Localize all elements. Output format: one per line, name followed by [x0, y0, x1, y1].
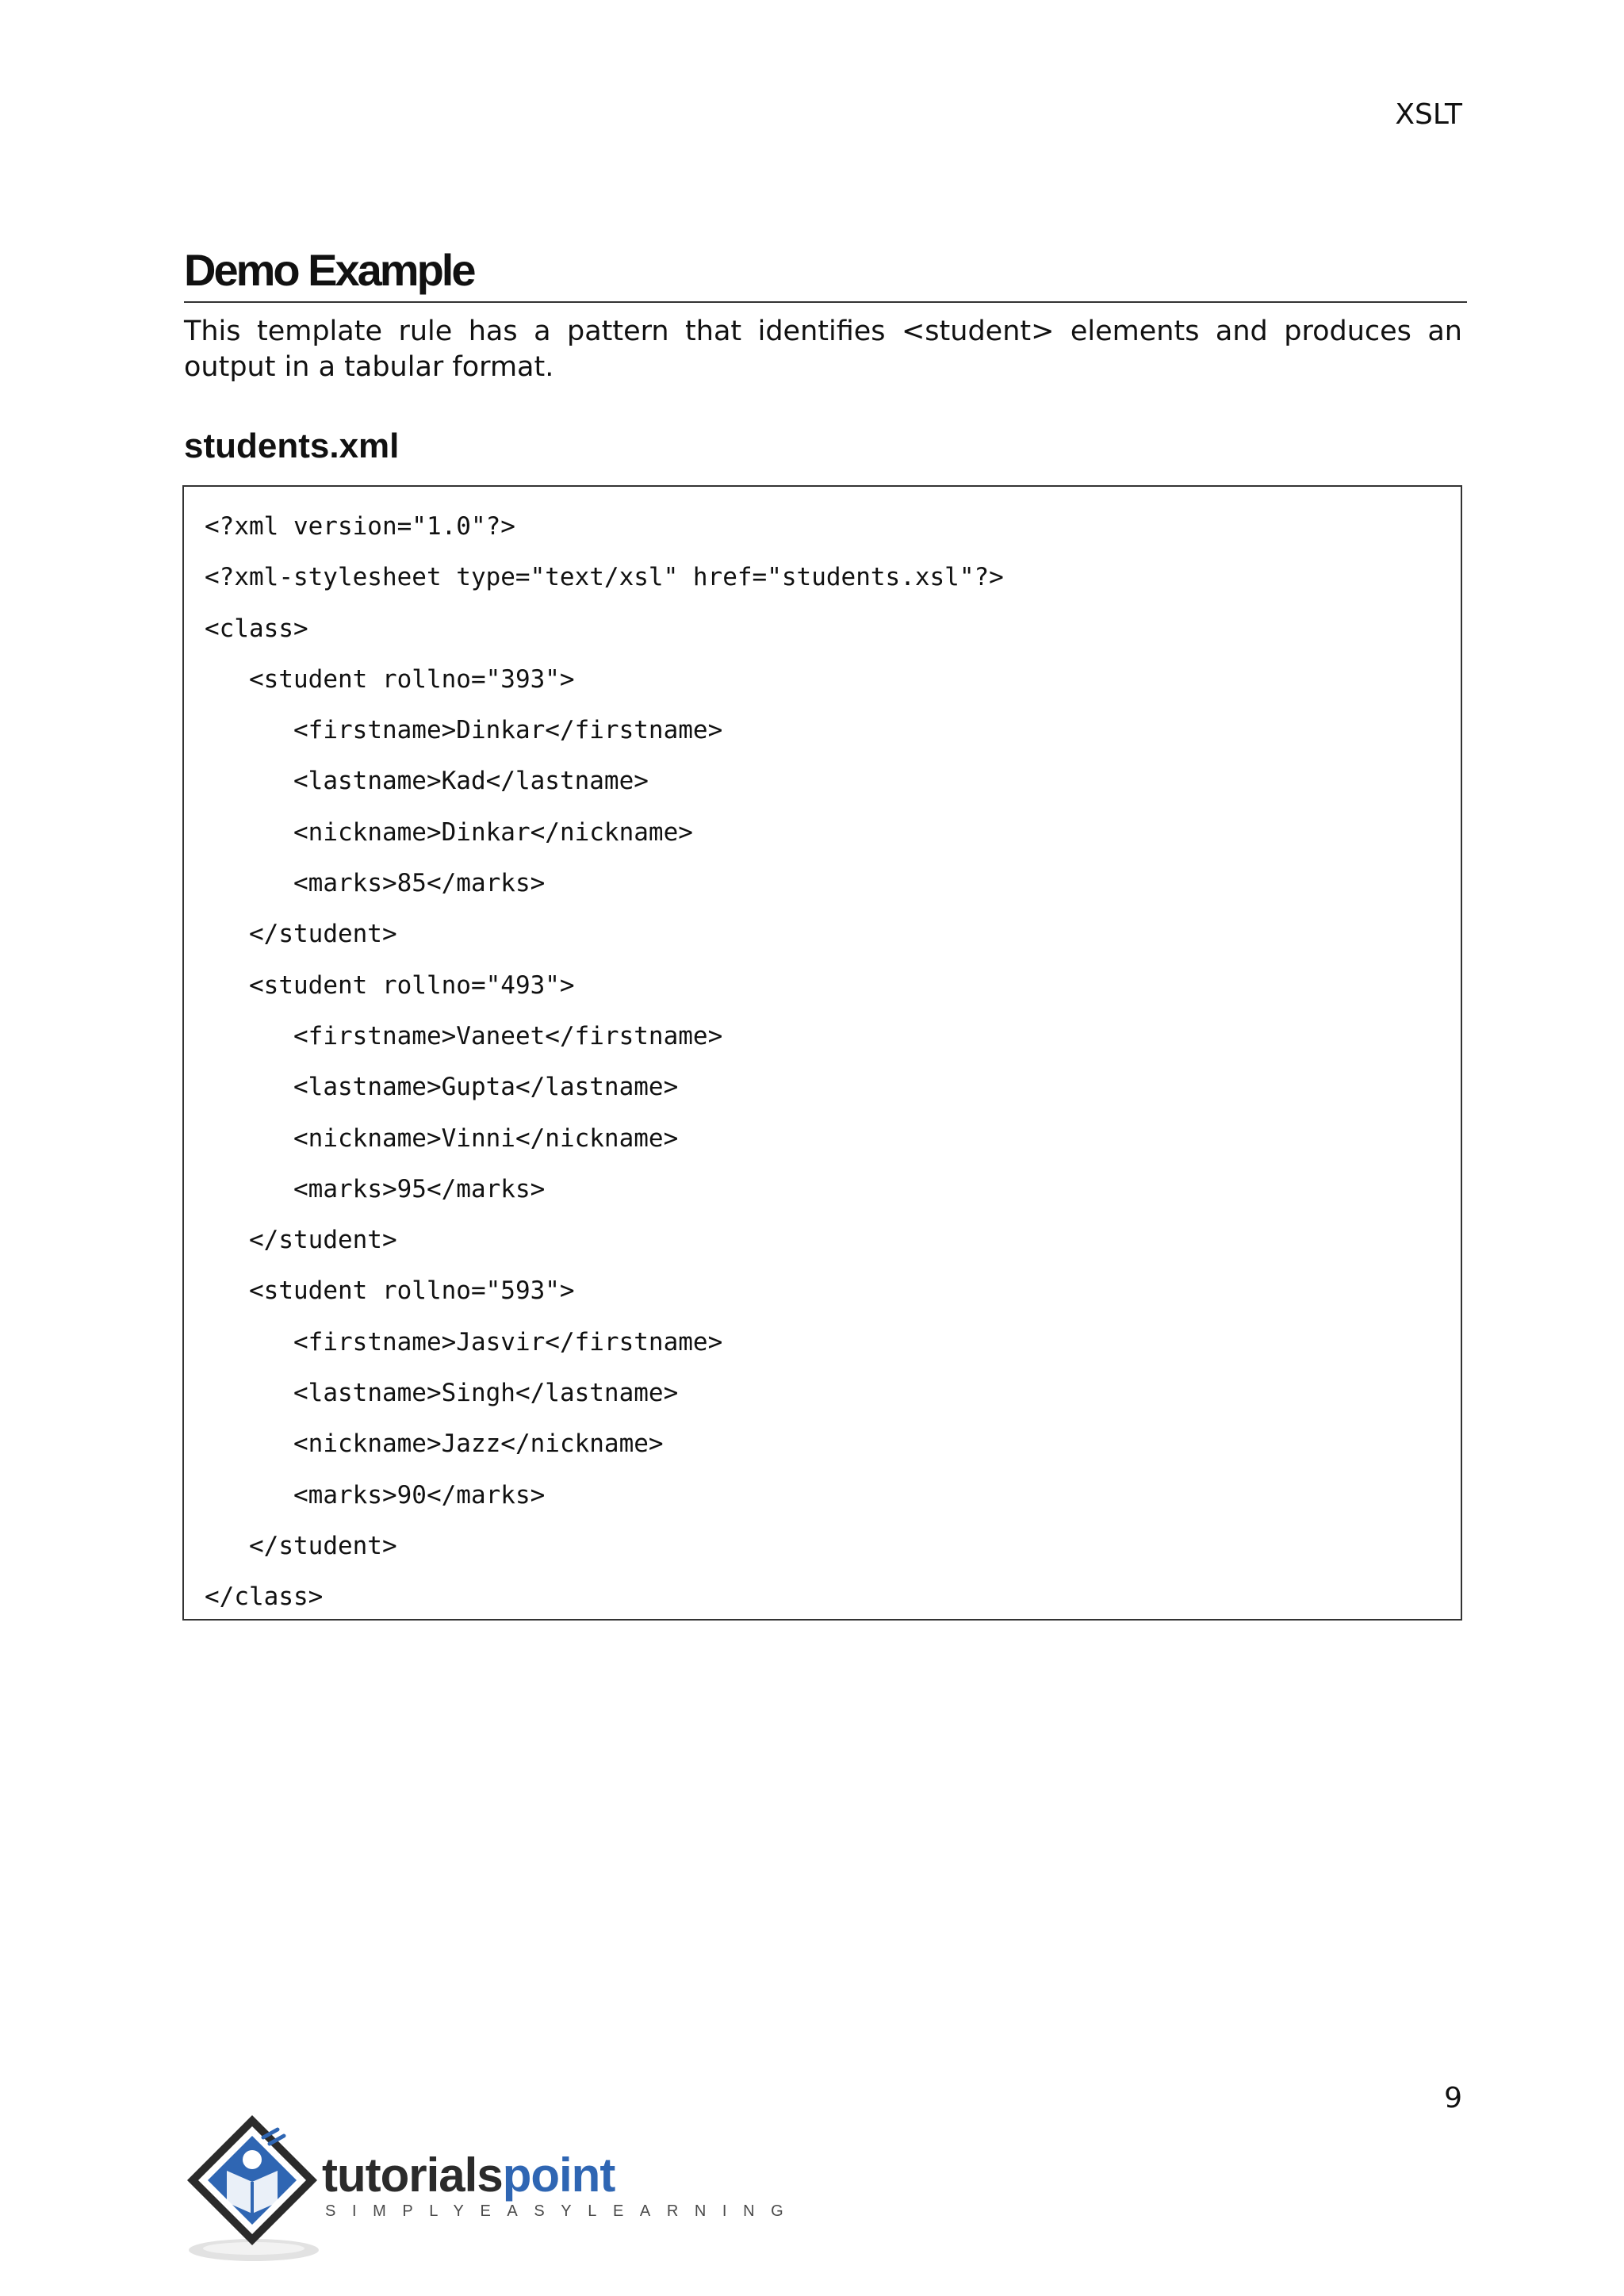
code-line: <firstname>Vaneet</firstname> — [293, 1021, 723, 1050]
code-line: </student> — [249, 1531, 397, 1560]
logo-wordmark — [322, 2149, 615, 2202]
running-header: XSLT — [1395, 98, 1462, 131]
section-title: Demo Example — [184, 243, 1467, 303]
code-line: </student> — [249, 1226, 397, 1255]
code-line: <?xml-stylesheet type="text/xsl" href="students.xsl"?> — [205, 563, 1004, 592]
code-line: <nickname>Dinkar</nickname> — [293, 817, 693, 847]
code-block — [182, 485, 1462, 1621]
logo-tagline: SIMPLYEASYLEARNING — [325, 2202, 800, 2220]
code-line: <student rollno="393"> — [249, 664, 575, 694]
code-line: <marks>85</marks> — [293, 869, 546, 898]
code-line: <lastname>Singh</lastname> — [293, 1379, 679, 1408]
code-line: <nickname>Vinni</nickname> — [293, 1123, 679, 1153]
code-line: <nickname>Jazz</nickname> — [293, 1429, 664, 1459]
code-line: <lastname>Gupta</lastname> — [293, 1073, 679, 1102]
logo-emblem-icon — [181, 2109, 324, 2267]
code-line: <class> — [205, 614, 308, 643]
code-line: <firstname>Jasvir</firstname> — [293, 1327, 723, 1357]
logo-word-tutorials: tutorials — [322, 2149, 503, 2202]
code-line: <marks>90</marks> — [293, 1480, 546, 1510]
code-line: <marks>95</marks> — [293, 1174, 546, 1203]
code-line: <student rollno="593"> — [249, 1276, 575, 1306]
page-number: 9 — [1444, 2082, 1462, 2114]
intro-paragraph: This template rule has a pattern that identifies <student> elements and produces an output in a tabular format. — [184, 316, 1462, 383]
code-line: <lastname>Kad</lastname> — [293, 767, 649, 796]
code-line: </class> — [205, 1582, 324, 1612]
tutorialspoint-logo — [181, 2109, 800, 2267]
code-line: <firstname>Dinkar</firstname> — [293, 716, 723, 745]
code-line: <?xml version="1.0"?> — [205, 512, 515, 541]
file-heading: students.xml — [184, 427, 400, 465]
code-line: <student rollno="493"> — [249, 970, 575, 1000]
code-line: </student> — [249, 920, 397, 949]
logo-word-point: point — [502, 2149, 615, 2202]
